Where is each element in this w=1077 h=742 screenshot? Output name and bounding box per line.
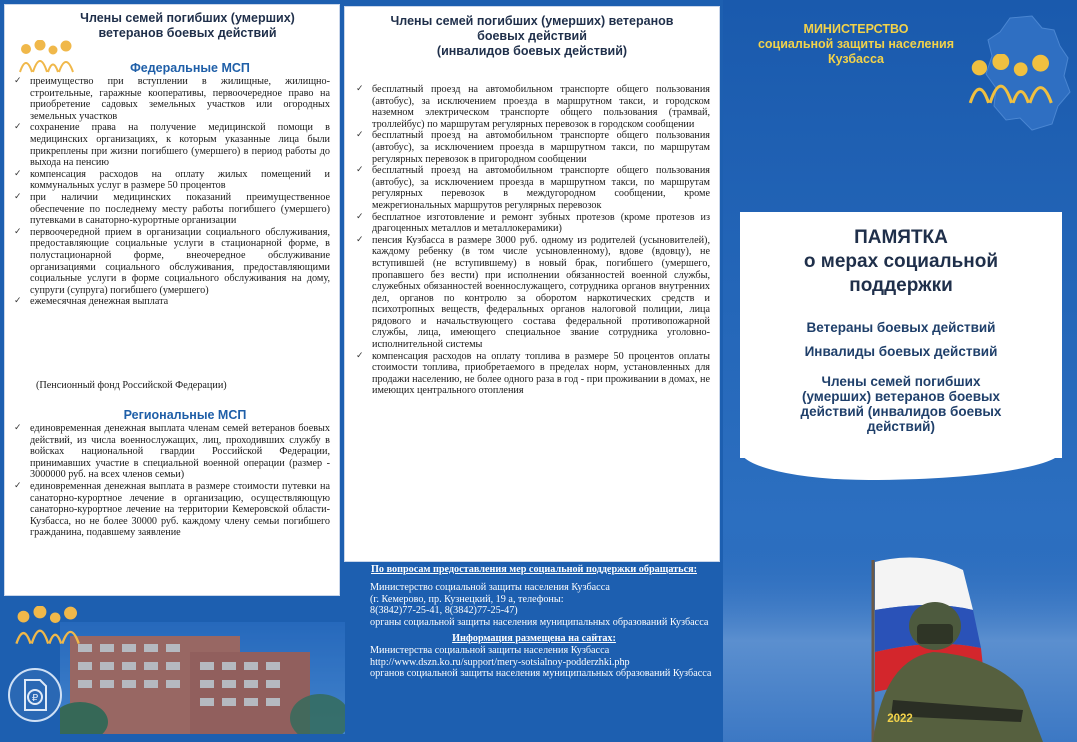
column2-heading: Члены семей погибших (умерших) ветеранов боевых действий (инвалидов боевых действий) [390, 14, 674, 58]
year-label: 2022 [887, 713, 913, 725]
contact-title: По вопросам предоставления мер социальной поддержки обращаться: [371, 564, 697, 575]
transport-measures-list [352, 84, 710, 397]
list-item: ✓ при наличии медицинских показаний преимущественное обеспечение по последнему месту работы погибшего (умершего) путевками в санаторно-курортные организации [10, 192, 330, 227]
site-line: органов социальной защиты населения муниципальных образований Кузбасса [370, 668, 712, 680]
list-item: ✓ бесплатное изготовление и ремонт зубных протезов (кроме протезов из драгоценных металлов и металлокерамики) [352, 212, 710, 235]
svg-text:₽: ₽ [31, 693, 39, 704]
list-item: ✓ единовременная денежная выплата членам семей ветеранов боевых действий, из числа военнослужащих, лиц, проходивших службу в войсках национальной гвардии Российской Федерации, принимавших участие в специальной военной операции (размер - 3000000 руб. на всех членов семьи) [10, 423, 330, 481]
federal-section-title: Федеральные МСП [130, 61, 250, 75]
building-image [60, 622, 345, 734]
list-item: ✓ компенсация расходов на оплату топлива в размере 50 процентов оплаты стоимости топлива, приобретаемого в пределах норм, установленных для продажи населению, не более одного раза в год - при проживании в домах, не имеющих центрального отопления [352, 351, 710, 397]
site-line: Министерства социальной защиты населения Кузбасса [370, 644, 610, 656]
soldier-image [723, 540, 1077, 742]
list-item: ✓ первоочередной прием в организации социального обслуживания, предоставляющие социальные услуги в стационарной форме, в полустационарной форме, внеочередное обслуживание организациями социального обслуживания, предоставляющими социальные услуги в форме социального обслуживания на дому, супруги (супруга) погибшего (умершего) [10, 227, 330, 297]
contact-phones: 8(3842)77-25-41, 8(3842)77-25-47) [370, 605, 518, 617]
federal-measures-list [10, 76, 330, 308]
sites-title: Информация размещена на сайтах: [452, 632, 616, 644]
contact-line: (г. Кемерово, пр. Кузнецкий, 19 а, телефоны: [370, 593, 564, 605]
contact-line: органы социальной защиты населения муниципальных образований Кузбасса [370, 617, 709, 629]
list-item: ✓ преимущество при вступлении в жилищные, жилищно-строительные, гаражные кооперативы, первоочередное право на приобретение садовых земельных участков или огородных земельных участков [10, 76, 330, 122]
list-item: ✓ сохранение права на получение медицинской помощи в медицинских организациях, к которым указанные лица были прикреплены при жизни погибшего (умершего) в период работы до выхода на пенсию [10, 122, 330, 168]
site-url-link[interactable]: http://www.dszn.ko.ru/support/mery-sotsialnoy-podderzhki.php [370, 656, 630, 668]
regional-measures-list [10, 423, 330, 539]
family-logo-icon [18, 40, 74, 74]
contact-block [350, 564, 718, 680]
regional-section-title: Региональные МСП [123, 408, 247, 422]
list-item: ✓ единовременная денежная выплата в размере стоимости путевки на санаторно-курортное лечение в организацию, осуществляющую санаторно-курортное лечение на территории Кемеровской области-Кузбасса, но не более 30000 руб. каждому члену семьи погибшего гражданина, подавшему заявление [10, 481, 330, 539]
list-item: ✓ бесплатный проезд на автомобильном транспорте общего пользования (автобус), за исключением проезда в маршрутном такси, по маршрутам регулярных перевозок в пригородном сообщении [352, 130, 710, 165]
family-logo-small-icon [12, 606, 82, 646]
kuzbass-map-icon [980, 14, 1072, 132]
audience-veterans: Ветераны боевых действий [806, 320, 996, 335]
audience-family-members: Члены семей погибших (умерших) ветеранов боевых действий (инвалидов боевых действий) [800, 374, 1002, 434]
column1-heading: Члены семей погибших (умерших) ветеранов боевых действий [80, 11, 295, 40]
federal-note: (Пенсионный фонд Российской Федерации) [36, 380, 227, 391]
leaflet-title: ПАМЯТКА о мерах социальной поддержки [803, 227, 999, 296]
contact-line: Министерство социальной защиты населения Кузбасса [370, 581, 610, 593]
list-item: ✓ бесплатный проезд на автомобильном транспорте общего пользования (автобус), за исключением проезда в маршрутном такси, по маршрутам регулярных перевозок в междугородном сообщении, кроме межрегиональных маршрутов регулярных перевозок [352, 165, 710, 211]
list-item: ✓ пенсия Кузбасса в размере 3000 руб. одному из родителей (усыновителей), каждому ребенку (в том числе усыновленному), вдове (вдовцу), не вступившей (не вступившему) в новый брак, погибшего (умершего, пропавшего без вести) при исполнении обязанностей военной службы, служебных обязанностей военнослужащего, сотрудника органов внутренних дел, органов по контролю за оборотом наркотических средств и психотропных веществ, федеральных органов налоговой полиции, лица рядового и начальствующего состава федеральной противопожарной службы, лица, имеющего специальное звание сотрудника уголовно-исполнительной системы [352, 235, 710, 351]
list-item: ✓ ежемесячная денежная выплата [10, 296, 330, 308]
list-item: ✓ компенсация расходов на оплату жилых помещений и коммунальных услуг в размере 50 процентов [10, 169, 330, 192]
ministry-name: МИНИСТЕРСТВО социальной защиты населения Кузбасса [757, 22, 955, 66]
audience-disabled-veterans: Инвалиды боевых действий [804, 344, 998, 359]
ruble-document-icon [8, 668, 62, 722]
list-item: ✓ бесплатный проезд на автомобильном транспорте общего пользования (автобус), за исключением проезда в маршрутном такси, и городском наземном электрическом транспорте общего пользования (трамвай, троллейбус) по маршрутам регулярных перевозок в городском сообщении [352, 84, 710, 130]
